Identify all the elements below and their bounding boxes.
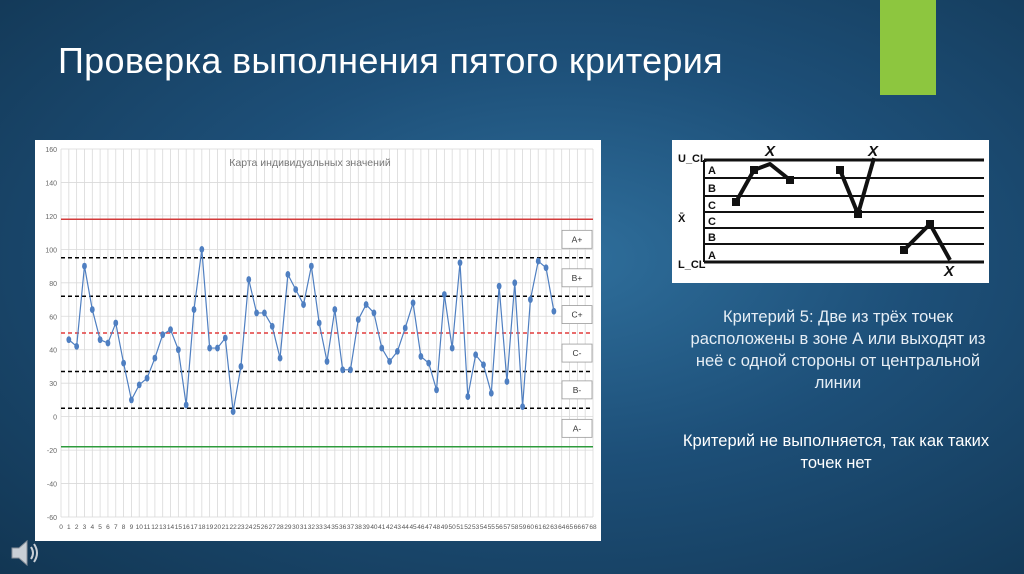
- data-point: [207, 345, 212, 352]
- x-tick-label: 16: [182, 524, 190, 531]
- data-point: [465, 393, 470, 400]
- x-tick-label: 25: [252, 524, 261, 531]
- data-point: [434, 386, 439, 393]
- zone-label: B: [708, 183, 716, 195]
- x-tick-label: 50: [448, 524, 456, 531]
- x-tick-label: 61: [534, 524, 542, 531]
- x-tick-label: 48: [432, 524, 441, 531]
- x-tick-label: 45: [409, 524, 417, 531]
- zone-label: B-: [572, 384, 582, 395]
- data-point: [121, 360, 126, 367]
- x-tick-label: 26: [260, 524, 269, 531]
- data-point: [505, 378, 510, 385]
- x-tick-label: 47: [425, 524, 433, 531]
- x-tick-label: 67: [581, 524, 589, 531]
- data-point: [520, 403, 525, 410]
- data-point: [356, 316, 361, 323]
- data-point: [106, 340, 111, 347]
- data-point: [90, 306, 95, 313]
- data-point: [192, 306, 197, 313]
- control-chart-svg: [35, 140, 601, 541]
- x-tick-label: 18: [198, 524, 206, 531]
- x-tick-label: 55: [487, 524, 495, 531]
- x-tick-label: 0: [59, 524, 63, 531]
- data-point: [473, 351, 478, 358]
- accent-tab: [880, 0, 936, 95]
- x-tick-label: 27: [268, 524, 276, 531]
- data-point: [278, 355, 283, 362]
- y-tick-label: 60: [49, 314, 57, 322]
- data-point: [301, 301, 306, 308]
- speaker-icon[interactable]: [10, 538, 42, 573]
- zone-label: B: [708, 232, 716, 244]
- x-tick-label: 39: [362, 524, 370, 531]
- zone-label: A+: [571, 234, 583, 245]
- x-tick-label: 5: [98, 524, 102, 531]
- x-tick-label: 3: [82, 524, 87, 531]
- x-tick-label: 56: [495, 524, 503, 531]
- criterion-diagram-svg: [672, 140, 989, 283]
- ucl-label: U_CL: [678, 153, 707, 165]
- criterion-description: Критерий 5: Две из трёх точек расположены в зоне А или выходят из неё с одной стороны от центральной линии: [690, 308, 986, 392]
- data-point: [340, 366, 345, 373]
- x-tick-label: 10: [135, 524, 143, 531]
- data-point: [98, 336, 103, 343]
- x-tick-label: 60: [526, 524, 535, 531]
- x-tick-label: 33: [315, 524, 323, 531]
- zone-label: C-: [572, 348, 582, 359]
- data-point: [551, 308, 556, 315]
- x-tick-label: 68: [589, 524, 597, 531]
- x-tick-label: 32: [307, 524, 315, 531]
- x-tick-label: 15: [174, 524, 182, 531]
- criterion-result: Критерий не выполняется, так как таких точек нет: [682, 432, 990, 472]
- pattern-point: [926, 220, 934, 228]
- y-tick-label: 140: [45, 180, 57, 188]
- data-point: [364, 301, 369, 308]
- x-tick-label: 34: [323, 524, 331, 531]
- out-marker: X: [944, 263, 955, 280]
- x-tick-label: 36: [339, 524, 347, 531]
- pattern-line-3: [904, 224, 950, 260]
- x-tick-label: 19: [206, 524, 214, 531]
- x-tick-label: 1: [67, 524, 71, 531]
- data-point: [544, 264, 549, 271]
- x-tick-label: 41: [378, 524, 386, 531]
- data-point: [395, 348, 400, 355]
- x-tick-label: 54: [479, 524, 488, 531]
- data-point: [403, 325, 408, 332]
- x-tick-label: 17: [190, 524, 198, 531]
- data-point: [536, 258, 541, 265]
- x-tick-label: 59: [518, 524, 527, 531]
- zone-label: A: [708, 250, 716, 262]
- x-tick-label: 51: [456, 524, 464, 531]
- data-point: [332, 306, 337, 313]
- y-tick-label: 160: [45, 147, 57, 154]
- x-tick-label: 4: [90, 524, 95, 531]
- data-point: [160, 331, 165, 338]
- x-tick-label: 21: [221, 524, 229, 531]
- pattern-point: [732, 198, 740, 206]
- x-tick-label: 64: [558, 524, 566, 531]
- x-tick-label: 30: [292, 524, 300, 531]
- data-point: [184, 402, 189, 409]
- data-point: [137, 381, 142, 388]
- x-tick-label: 6: [106, 524, 110, 531]
- x-tick-label: 23: [237, 524, 245, 531]
- data-point: [348, 366, 353, 373]
- y-tick-label: -60: [46, 515, 57, 522]
- data-point: [231, 408, 236, 415]
- data-point: [215, 345, 220, 352]
- data-point: [129, 397, 134, 404]
- data-point: [512, 279, 517, 286]
- x-tick-label: 40: [370, 524, 378, 531]
- y-tick-label: -20: [46, 448, 57, 456]
- data-point: [270, 323, 275, 330]
- y-tick-label: 120: [45, 213, 57, 221]
- zone-label: A: [708, 165, 716, 177]
- data-point: [199, 246, 204, 253]
- x-tick-label: 58: [511, 524, 519, 531]
- data-point: [325, 358, 330, 365]
- zone-label: C: [708, 216, 716, 228]
- data-point: [239, 363, 244, 370]
- data-point: [82, 263, 87, 270]
- data-point: [317, 320, 322, 327]
- x-tick-label: 28: [276, 524, 284, 531]
- zone-label: C+: [571, 309, 583, 320]
- y-tick-label: 80: [49, 280, 57, 288]
- data-point: [66, 336, 71, 343]
- pattern-line-2: [840, 158, 874, 214]
- out-marker: X: [765, 143, 776, 160]
- data-point: [223, 335, 228, 342]
- x-tick-label: 52: [464, 524, 472, 531]
- x-tick-label: 14: [166, 524, 175, 531]
- data-point: [262, 310, 267, 317]
- x-tick-label: 7: [113, 524, 118, 531]
- x-tick-label: 37: [346, 524, 355, 531]
- slide-title: Проверка выполнения пятого критерия: [58, 40, 723, 81]
- data-point: [145, 375, 150, 382]
- data-point: [450, 345, 455, 352]
- y-tick-label: 100: [45, 247, 57, 255]
- pattern-point: [786, 176, 794, 184]
- x-tick-label: 53: [472, 524, 480, 531]
- zone-label: A-: [572, 423, 582, 434]
- data-point: [152, 355, 157, 362]
- data-point: [176, 346, 181, 353]
- pattern-point: [900, 246, 908, 254]
- data-point: [379, 345, 384, 352]
- x-tick-label: 42: [385, 524, 394, 531]
- y-tick-label: 0: [53, 414, 57, 422]
- control-chart: [35, 140, 601, 541]
- data-point: [426, 360, 431, 367]
- x-tick-label: 11: [143, 524, 151, 531]
- x-tick-label: 62: [542, 524, 550, 531]
- data-point: [372, 310, 377, 317]
- x-tick-label: 46: [417, 524, 425, 531]
- data-point: [254, 310, 259, 317]
- data-point: [442, 291, 447, 298]
- x-tick-label: 57: [503, 524, 511, 531]
- zone-label: B+: [571, 272, 583, 283]
- x-tick-label: 31: [299, 524, 308, 531]
- data-point: [285, 271, 290, 278]
- lcl-label: L_CL: [678, 259, 706, 271]
- data-point: [458, 259, 463, 266]
- y-tick-label: -40: [46, 481, 57, 489]
- x-tick-label: 38: [354, 524, 362, 531]
- data-point: [246, 276, 251, 283]
- data-point: [418, 353, 423, 360]
- data-point: [411, 299, 416, 306]
- data-point: [293, 286, 298, 293]
- pattern-point: [750, 166, 758, 174]
- pattern-point: [836, 166, 844, 174]
- x-tick-label: 12: [151, 524, 159, 531]
- chart-title: Карта индивидуальных значений: [229, 157, 391, 169]
- x-tick-label: 29: [284, 524, 292, 531]
- x-tick-label: 13: [159, 524, 167, 531]
- x-tick-label: 35: [331, 524, 339, 531]
- data-point: [309, 263, 314, 270]
- x-tick-label: 44: [401, 524, 409, 531]
- center-label: X̄: [678, 213, 686, 225]
- criterion-diagram: [672, 140, 989, 283]
- data-point: [113, 320, 118, 327]
- data-point: [387, 358, 392, 365]
- x-tick-label: 9: [129, 524, 134, 531]
- zone-label: C: [708, 200, 716, 212]
- data-point: [489, 390, 494, 397]
- x-tick-label: 20: [213, 524, 222, 531]
- data-point: [528, 296, 533, 303]
- x-tick-label: 65: [565, 524, 574, 531]
- pattern-point: [854, 210, 862, 218]
- data-point: [168, 326, 173, 333]
- x-tick-label: 43: [393, 524, 402, 531]
- data-point: [74, 343, 79, 350]
- y-tick-label: 40: [49, 347, 57, 355]
- x-tick-label: 49: [440, 524, 448, 531]
- x-tick-label: 66: [573, 524, 581, 531]
- y-tick-label: 30: [49, 381, 57, 389]
- x-tick-label: 8: [121, 524, 126, 531]
- x-tick-label: 22: [229, 524, 237, 531]
- data-point: [481, 361, 486, 368]
- out-marker: X: [868, 143, 879, 160]
- x-tick-label: 24: [245, 524, 253, 531]
- data-point: [497, 283, 502, 290]
- x-tick-label: 63: [550, 524, 558, 531]
- x-tick-label: 2: [74, 524, 79, 531]
